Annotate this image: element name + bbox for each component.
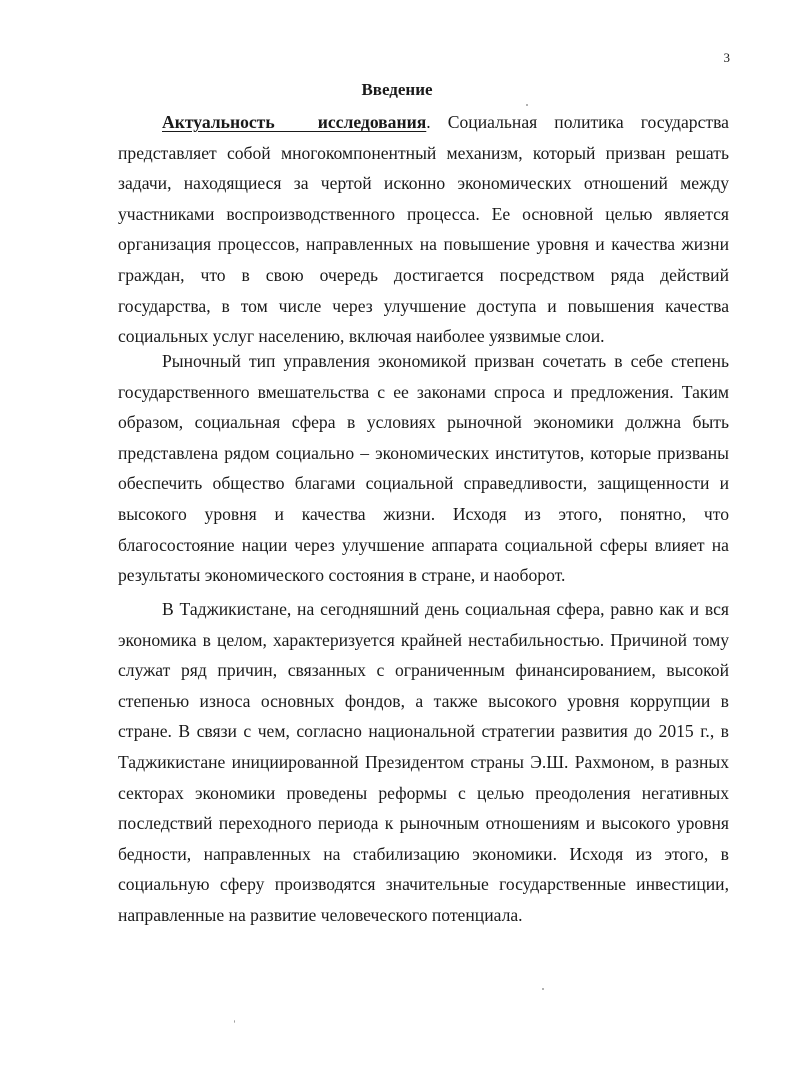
paragraph-text: . Социальная политика государства представляет собой многокомпонентный механизм, который призван решать задачи, находящиеся за чертой исконно экономических отношений между участниками воспроизводственного процесса. Ее основной целью является организация процессов, направленных на повышение уровня и качества жизни граждан, что в свою очередь достигается посредством ряда действий государства, в том числе через улучшение доступа и повышения качества социальных услуг населению, включая наиболее уязвимые слои. (118, 112, 729, 347)
paragraph-market-economy (118, 346, 729, 591)
scan-speck (526, 104, 528, 106)
paragraph-tajikistan (118, 594, 729, 931)
paragraph-relevance (118, 107, 729, 352)
paragraph-text: В Таджикистане, на сегодняшний день социальная сфера, равно как и вся экономика в целом, характеризуется крайней нестабильностью. Причиной тому служат ряд причин, связанных с ограниченным финансированием, высокой степенью износа основных фондов, а также высокого уровня коррупции в стране. В связи с чем, согласно национальной стратегии развития до 2015 г., в Таджикистане инициированной Президентом страны Э.Ш. Рахмоном, в разных секторах экономики проведены реформы с целью преодоления негативных последствий переходного периода к рыночным отношениям и высокого уровня бедности, направленных на стабилизацию экономики. Исходя из этого, в социальную сферу производятся значительные государственные инвестиции, направленные на развитие человеческого потенциала. (118, 599, 729, 925)
paragraph-lead-term: Актуальность исследования (162, 112, 427, 132)
section-heading: Введение (361, 80, 433, 99)
scan-speck (542, 988, 544, 990)
paragraph-text: Рыночный тип управления экономикой призван сочетать в себе степень государственного вмешательства с ее законами спроса и предложения. Таким образом, социальная сфера в условиях рыночной экономики должна быть представлена рядом социально – экономических институтов, которые призваны обеспечить общество благами социальной справедливости, защищенности и высокого уровня и качества жизни. Исходя из этого, понятно, что благосостояние нации через улучшение аппарата социальной сферы влияет на результаты экономического состояния в стране, и наоборот. (118, 351, 729, 586)
page-number: 3 (723, 50, 730, 65)
scan-speck (234, 1020, 235, 1023)
